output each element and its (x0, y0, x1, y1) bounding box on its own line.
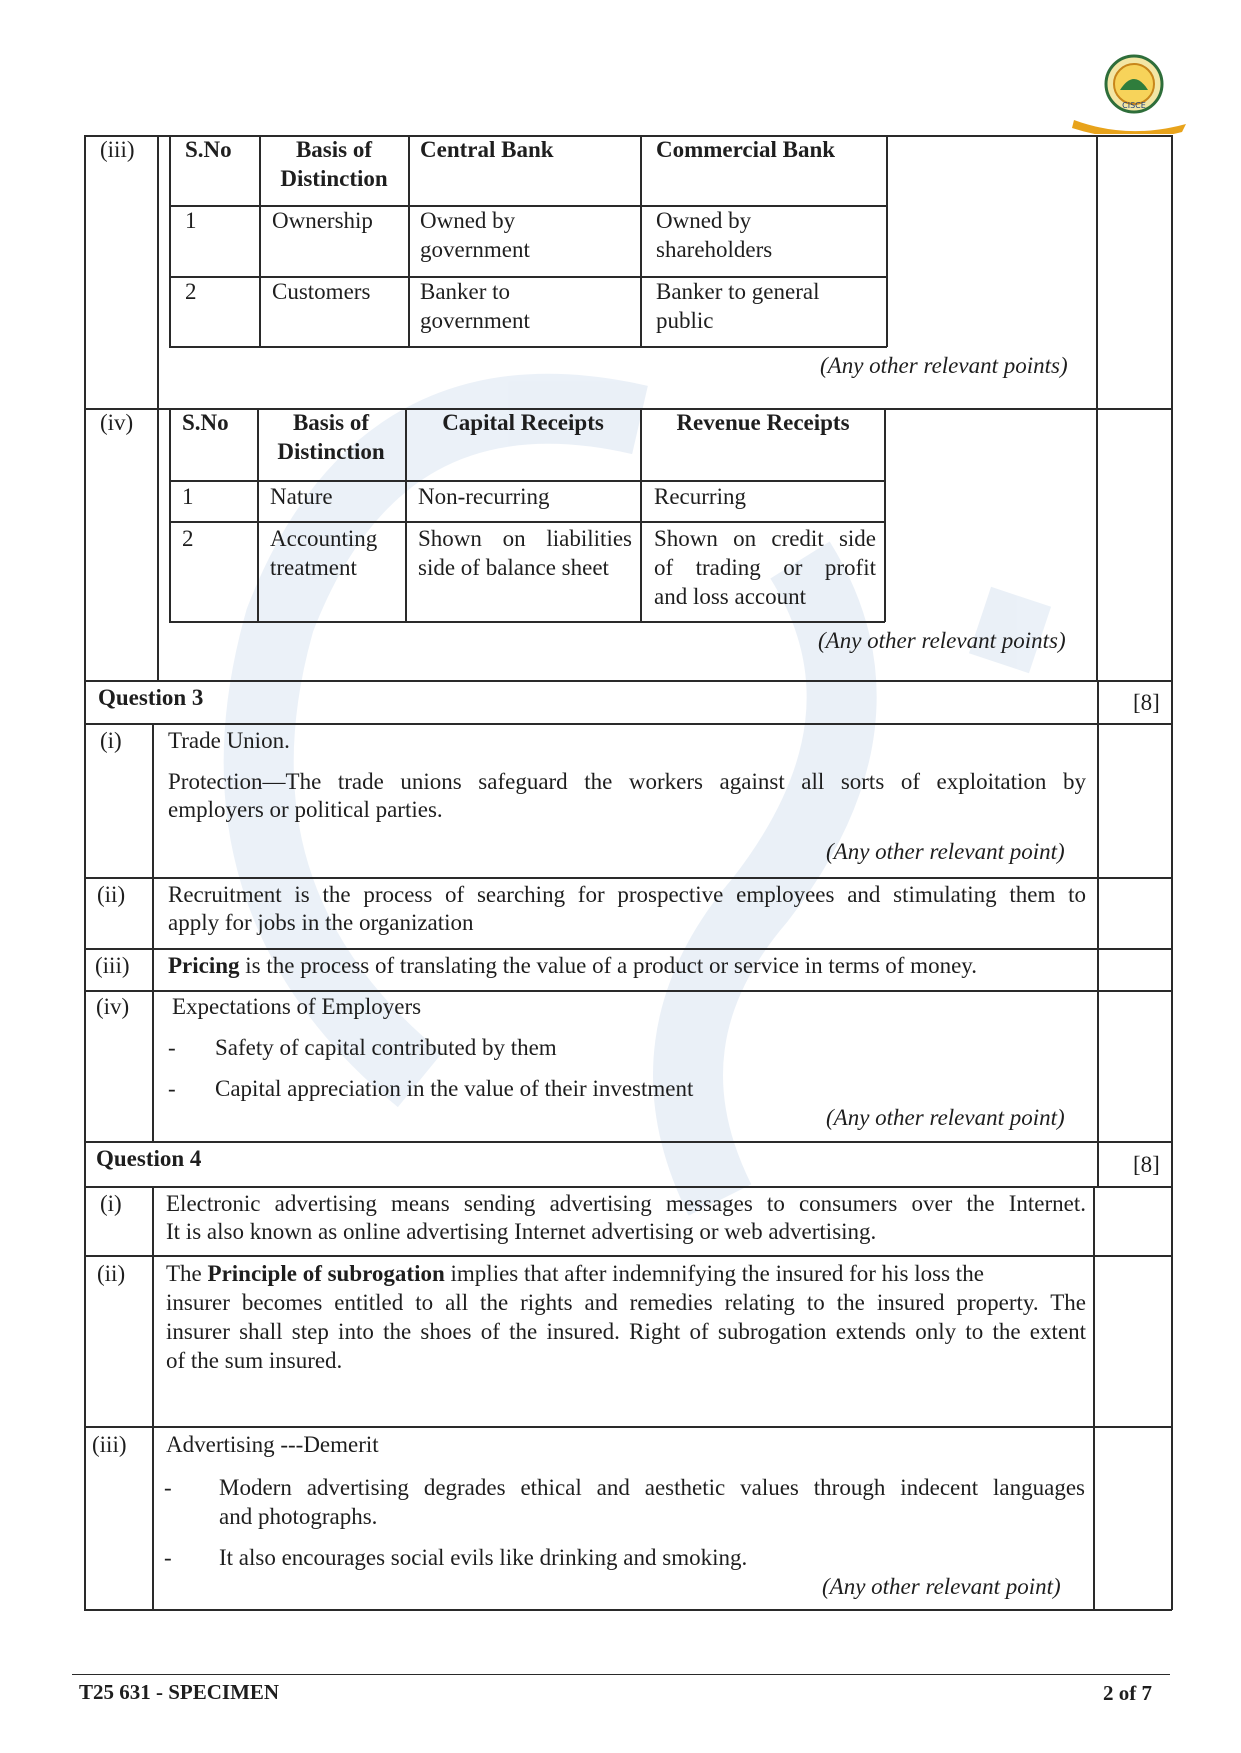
page-number: 2 of 7 (1103, 1681, 1152, 1705)
question-title: Question 3 (98, 685, 204, 710)
answer-text: insurer becomes entitled to all the rights and remedies relating to the insured property. The (166, 1290, 1086, 1315)
marks: [8] (1133, 1152, 1160, 1177)
answer-text: apply for jobs in the organization (168, 910, 474, 935)
bullet-dash: - (164, 1545, 172, 1570)
answer-text: is the process of translating the value of a product or service in terms of money. (239, 953, 978, 978)
relevant-point-note: (Any other relevant point) (826, 1105, 1065, 1130)
relevant-point-note: (Any other relevant point) (826, 839, 1065, 864)
relevant-points-note: (Any other relevant points) (820, 353, 1068, 378)
item-label: (ii) (97, 882, 126, 907)
cell-commercial: public (656, 308, 714, 333)
cell-basis: treatment (270, 555, 357, 580)
answer-text: of the sum insured. (166, 1348, 343, 1373)
answer-text: Recruitment is the process of searching for prospective employees and stimulating them to (168, 882, 1086, 907)
answer-text (166, 1259, 1086, 1288)
col-header-sno: S.No (182, 410, 229, 435)
answer-text: Trade Union. (168, 728, 290, 753)
cell-basis: Accounting (270, 526, 378, 551)
answer-text: Protection—The trade unions safeguard the workers against all sorts of exploitation by (168, 769, 1086, 794)
cell-central: Owned by (420, 208, 516, 233)
cell-revenue: Recurring (654, 484, 746, 509)
cell-commercial: shareholders (656, 237, 773, 262)
cisce-logo (1068, 50, 1190, 134)
cell-basis: Customers (272, 279, 371, 304)
bullet-item: and photographs. (219, 1504, 378, 1529)
answer-text: Electronic advertising means sending advertising messages to consumers over the Internet. (166, 1191, 1086, 1216)
cell-capital: side of balance sheet (418, 555, 609, 580)
answer-bold: Pricing (168, 953, 240, 978)
answer-text: insurer shall step into the shoes of the insured. Right of subrogation extends only to the extent (166, 1319, 1086, 1344)
item-label: (iv) (100, 410, 134, 435)
col-header-capital-receipts: Capital Receipts (442, 410, 604, 435)
answer-heading: Expectations of Employers (172, 994, 422, 1019)
question-title: Question 4 (96, 1146, 202, 1171)
cell-commercial: Owned by (656, 208, 752, 233)
relevant-point-note: (Any other relevant point) (822, 1574, 1061, 1599)
item-label: (i) (100, 1191, 122, 1216)
col-header-commercial-bank: Commercial Bank (656, 137, 836, 162)
bullet-item: It also encourages social evils like drinking and smoking. (219, 1545, 748, 1570)
bullet-item: Capital appreciation in the value of their investment (215, 1076, 694, 1101)
bullet-item: Safety of capital contributed by them (215, 1035, 557, 1060)
answer-text: implies that after indemnifying the insured for his loss the (444, 1261, 984, 1286)
item-label: (ii) (97, 1261, 126, 1286)
bullet-dash: - (168, 1076, 176, 1101)
bullet-item: Modern advertising degrades ethical and aesthetic values through indecent languages (219, 1475, 1085, 1500)
cell-capital: Non-recurring (418, 484, 550, 509)
cell-sno: 1 (185, 208, 197, 233)
answer-text: It is also known as online advertising Internet advertising or web advertising. (166, 1219, 877, 1244)
cell-central: government (420, 308, 530, 333)
cell-capital: Shown on liabilities (418, 526, 632, 551)
cell-revenue: of trading or profit (654, 555, 876, 580)
cell-sno: 1 (182, 484, 194, 509)
col-header-central-bank: Central Bank (420, 137, 554, 162)
item-label: (iii) (92, 1432, 127, 1457)
cell-commercial: Banker to general (656, 279, 820, 304)
bullet-dash: - (168, 1035, 176, 1060)
col-header-revenue-receipts: Revenue Receipts (676, 410, 850, 435)
answer-text: The (166, 1261, 208, 1286)
marks: [8] (1133, 690, 1160, 715)
answer-heading: Advertising ---Demerit (166, 1432, 379, 1457)
answer-bold: Principle of subrogation (207, 1261, 445, 1286)
cell-basis: Ownership (272, 208, 373, 233)
col-header-basis-2: Distinction (277, 439, 385, 464)
item-label: (iii) (95, 953, 130, 978)
col-header-basis-2: Distinction (280, 166, 388, 191)
answer-text (168, 951, 977, 980)
logo-text: CISCE (1122, 101, 1146, 110)
cell-sno: 2 (182, 526, 194, 551)
item-label: (iii) (100, 137, 135, 162)
relevant-points-note: (Any other relevant points) (818, 628, 1066, 653)
col-header-basis: Basis of (295, 137, 373, 162)
cell-sno: 2 (185, 279, 197, 304)
col-header-sno: S.No (185, 137, 232, 162)
cell-central: government (420, 237, 530, 262)
cell-revenue: Shown on credit side (654, 526, 876, 551)
item-label: (iv) (96, 994, 130, 1019)
cell-central: Banker to (420, 279, 511, 304)
cell-basis: Nature (270, 484, 333, 509)
answer-text: employers or political parties. (168, 797, 443, 822)
item-label: (i) (100, 728, 122, 753)
footer-code: T25 631 - SPECIMEN (79, 1680, 280, 1704)
col-header-basis: Basis of (292, 410, 370, 435)
cell-revenue: and loss account (654, 584, 807, 609)
bullet-dash: - (164, 1475, 172, 1500)
